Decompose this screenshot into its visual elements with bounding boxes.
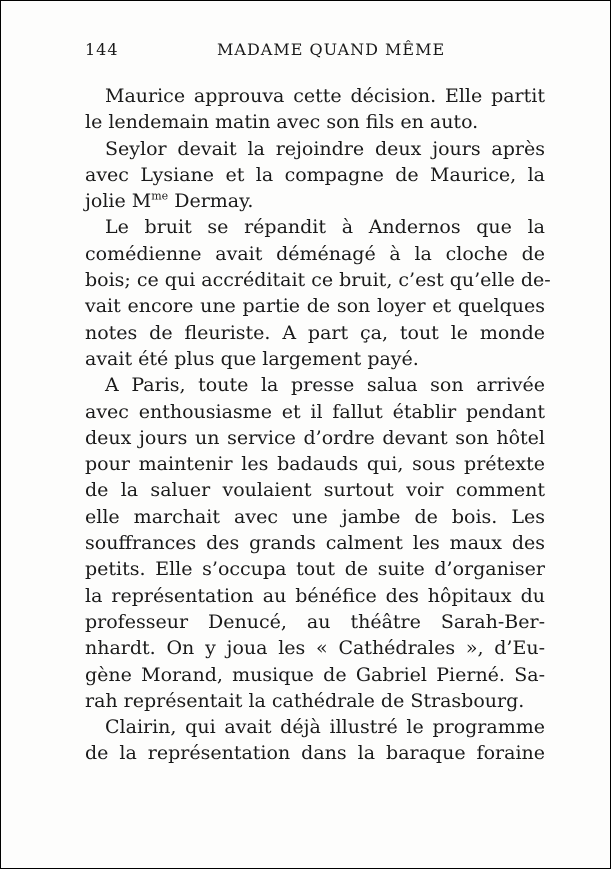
text-line: A Paris, toute la presse salua son arrivée xyxy=(105,374,545,397)
text-line: pour maintenir les badauds qui, sous prétexte xyxy=(85,453,545,476)
text-line: deux jours un service d’ordre devant son hôtel xyxy=(85,426,545,449)
text-line: souffrances des grands calment les maux des xyxy=(85,532,545,555)
text-line: elle marchait avec une jambe de bois. Les xyxy=(85,505,545,528)
text-line: petits. Elle s’occupa tout de suite d’organiser xyxy=(85,558,545,581)
text-line: rah représentait la cathédrale de Strasbourg. xyxy=(85,689,525,712)
text-line: de la représentation dans la baraque foraine xyxy=(85,742,545,765)
text-line: avec enthousiasme et il fallut établir pendant xyxy=(85,400,545,423)
text-line: vait encore une partie de son loyer et quelques xyxy=(85,295,545,318)
text-line: professeur Denucé, au théâtre Sarah-Ber- xyxy=(85,610,545,633)
text-line: gène Morand, musique de Gabriel Pierné. Sa- xyxy=(85,663,545,686)
text-line: Clairin, qui avait déjà illustré le programme xyxy=(105,716,545,739)
running-title: MADAME QUAND MÊME xyxy=(217,40,446,59)
text-line: avec Lysiane et la compagne de Maurice, la xyxy=(85,163,545,186)
text-line: le lendemain matin avec son fils en auto. xyxy=(85,111,479,134)
text-line: Maurice approuva cette décision. Elle partit xyxy=(105,85,545,107)
text-line: la représentation au bénéfice des hôpitaux du xyxy=(85,584,545,607)
body-text xyxy=(85,83,551,767)
page-number: 144 xyxy=(85,40,119,59)
text-line: nhardt. On y joua les « Cathédrales », d’Eu- xyxy=(85,637,545,660)
text-line: avait été plus que largement payé. xyxy=(85,347,419,370)
page-header xyxy=(85,40,542,66)
text-line: Seylor devait la rejoindre deux jours après xyxy=(105,137,545,160)
text-line: comédienne avait déménagé à la cloche de xyxy=(85,242,545,265)
text-line: Le bruit se répandit à Andernos que la xyxy=(105,216,545,239)
text-line: jolie $M^{me}$ Dermay. xyxy=(85,189,254,213)
text-line: notes de fleuriste. A part ça, tout le monde xyxy=(85,321,545,344)
text-line: de la saluer voulaient surtout voir comment xyxy=(85,479,545,502)
text-line: bois; ce qui accréditait ce bruit, c’est qu’elle de- xyxy=(85,269,551,292)
